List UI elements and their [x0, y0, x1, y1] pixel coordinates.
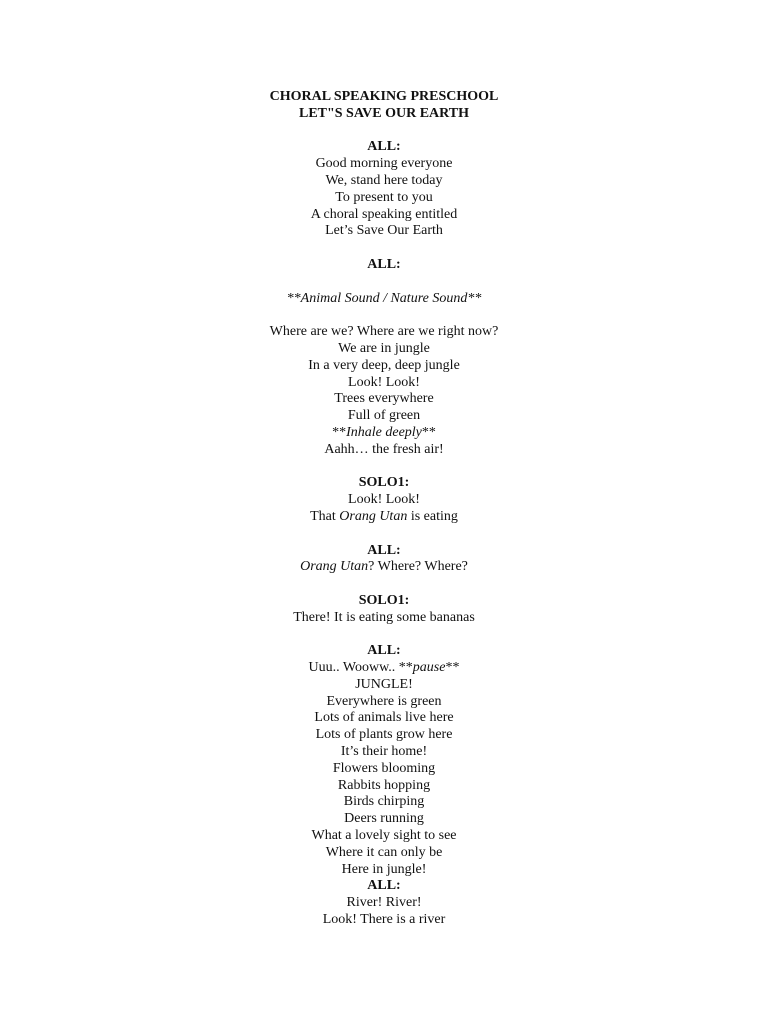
- verse-line: Flowers blooming: [332, 760, 436, 776]
- direction-marker: **: [421, 424, 436, 440]
- verse-line: Look! Look!: [348, 492, 420, 508]
- speaker-label: ALL:: [367, 256, 401, 272]
- spacer: [0, 459, 768, 476]
- spacer: [0, 240, 768, 257]
- document-title-line-1: CHORAL SPEAKING PRESCHOOL: [269, 89, 499, 104]
- verse-line: Birds chirping: [343, 794, 425, 810]
- verse-text: is eating: [407, 508, 458, 524]
- verse-line: Deers running: [344, 811, 424, 827]
- direction-marker: **: [332, 424, 347, 440]
- verse-line: Look! There is a river: [322, 912, 446, 928]
- verse-line: Where it can only be: [325, 844, 443, 860]
- speaker-label: ALL:: [367, 878, 401, 894]
- verse-text: Uuu.. Wooww.. **: [308, 660, 413, 676]
- stage-direction: [0, 425, 768, 442]
- verse-line: Good morning everyone: [315, 156, 453, 172]
- verse-line: Where are we? Where are we right now?: [269, 324, 499, 340]
- verse-line: [0, 660, 768, 677]
- spacer: [0, 627, 768, 644]
- verse-line: To present to you: [335, 189, 433, 205]
- verse-emphasis: Orang Utan: [300, 559, 369, 575]
- verse-line: JUNGLE!: [355, 676, 413, 692]
- verse-line: In a very deep, deep jungle: [308, 357, 460, 373]
- verse-emphasis: pause: [412, 660, 446, 676]
- verse-line: Aahh… the fresh air!: [324, 441, 444, 457]
- spacer: [0, 576, 768, 593]
- spacer: [0, 274, 768, 291]
- verse-line: [0, 559, 768, 576]
- verse-line: Trees everywhere: [334, 391, 434, 407]
- verse-line: Everywhere is green: [326, 693, 442, 709]
- document-title-line-2: LET"S SAVE OUR EARTH: [298, 105, 470, 121]
- verse-line: What a lovely sight to see: [311, 828, 457, 844]
- verse-line: Let’s Save Our Earth: [325, 223, 443, 239]
- verse-line: There! It is eating some bananas: [293, 609, 475, 625]
- stage-direction: [0, 291, 768, 308]
- verse-line: River! River!: [346, 895, 422, 911]
- speaker-label: ALL:: [367, 139, 401, 155]
- document-page: [0, 89, 768, 929]
- speaker-label: ALL:: [367, 542, 401, 558]
- speaker-label: SOLO1:: [358, 475, 410, 491]
- verse-line: Lots of plants grow here: [315, 727, 453, 743]
- verse-line: A choral speaking entitled: [310, 206, 458, 222]
- verse-line: We are in jungle: [338, 340, 430, 356]
- speaker-label: ALL:: [367, 643, 401, 659]
- verse-line: [0, 509, 768, 526]
- verse-line: Here in jungle!: [341, 861, 427, 877]
- direction-text: Inhale deeply: [346, 424, 422, 440]
- verse-line: We, stand here today: [325, 172, 443, 188]
- verse-text: ? Where? Where?: [368, 559, 468, 575]
- verse-line: Rabbits hopping: [337, 777, 431, 793]
- spacer: [0, 307, 768, 324]
- verse-text: **: [445, 660, 460, 676]
- speaker-label: SOLO1:: [358, 592, 410, 608]
- verse-emphasis: Orang Utan: [339, 508, 408, 524]
- verse-line: Full of green: [347, 408, 421, 424]
- spacer: [0, 123, 768, 140]
- verse-line: It’s their home!: [340, 744, 428, 760]
- spacer: [0, 526, 768, 543]
- verse-line: Lots of animals live here: [314, 710, 454, 726]
- stage-direction-text: **Animal Sound / Nature Sound**: [286, 290, 482, 306]
- verse-line: Look! Look!: [348, 374, 420, 390]
- verse-text: That: [310, 508, 340, 524]
